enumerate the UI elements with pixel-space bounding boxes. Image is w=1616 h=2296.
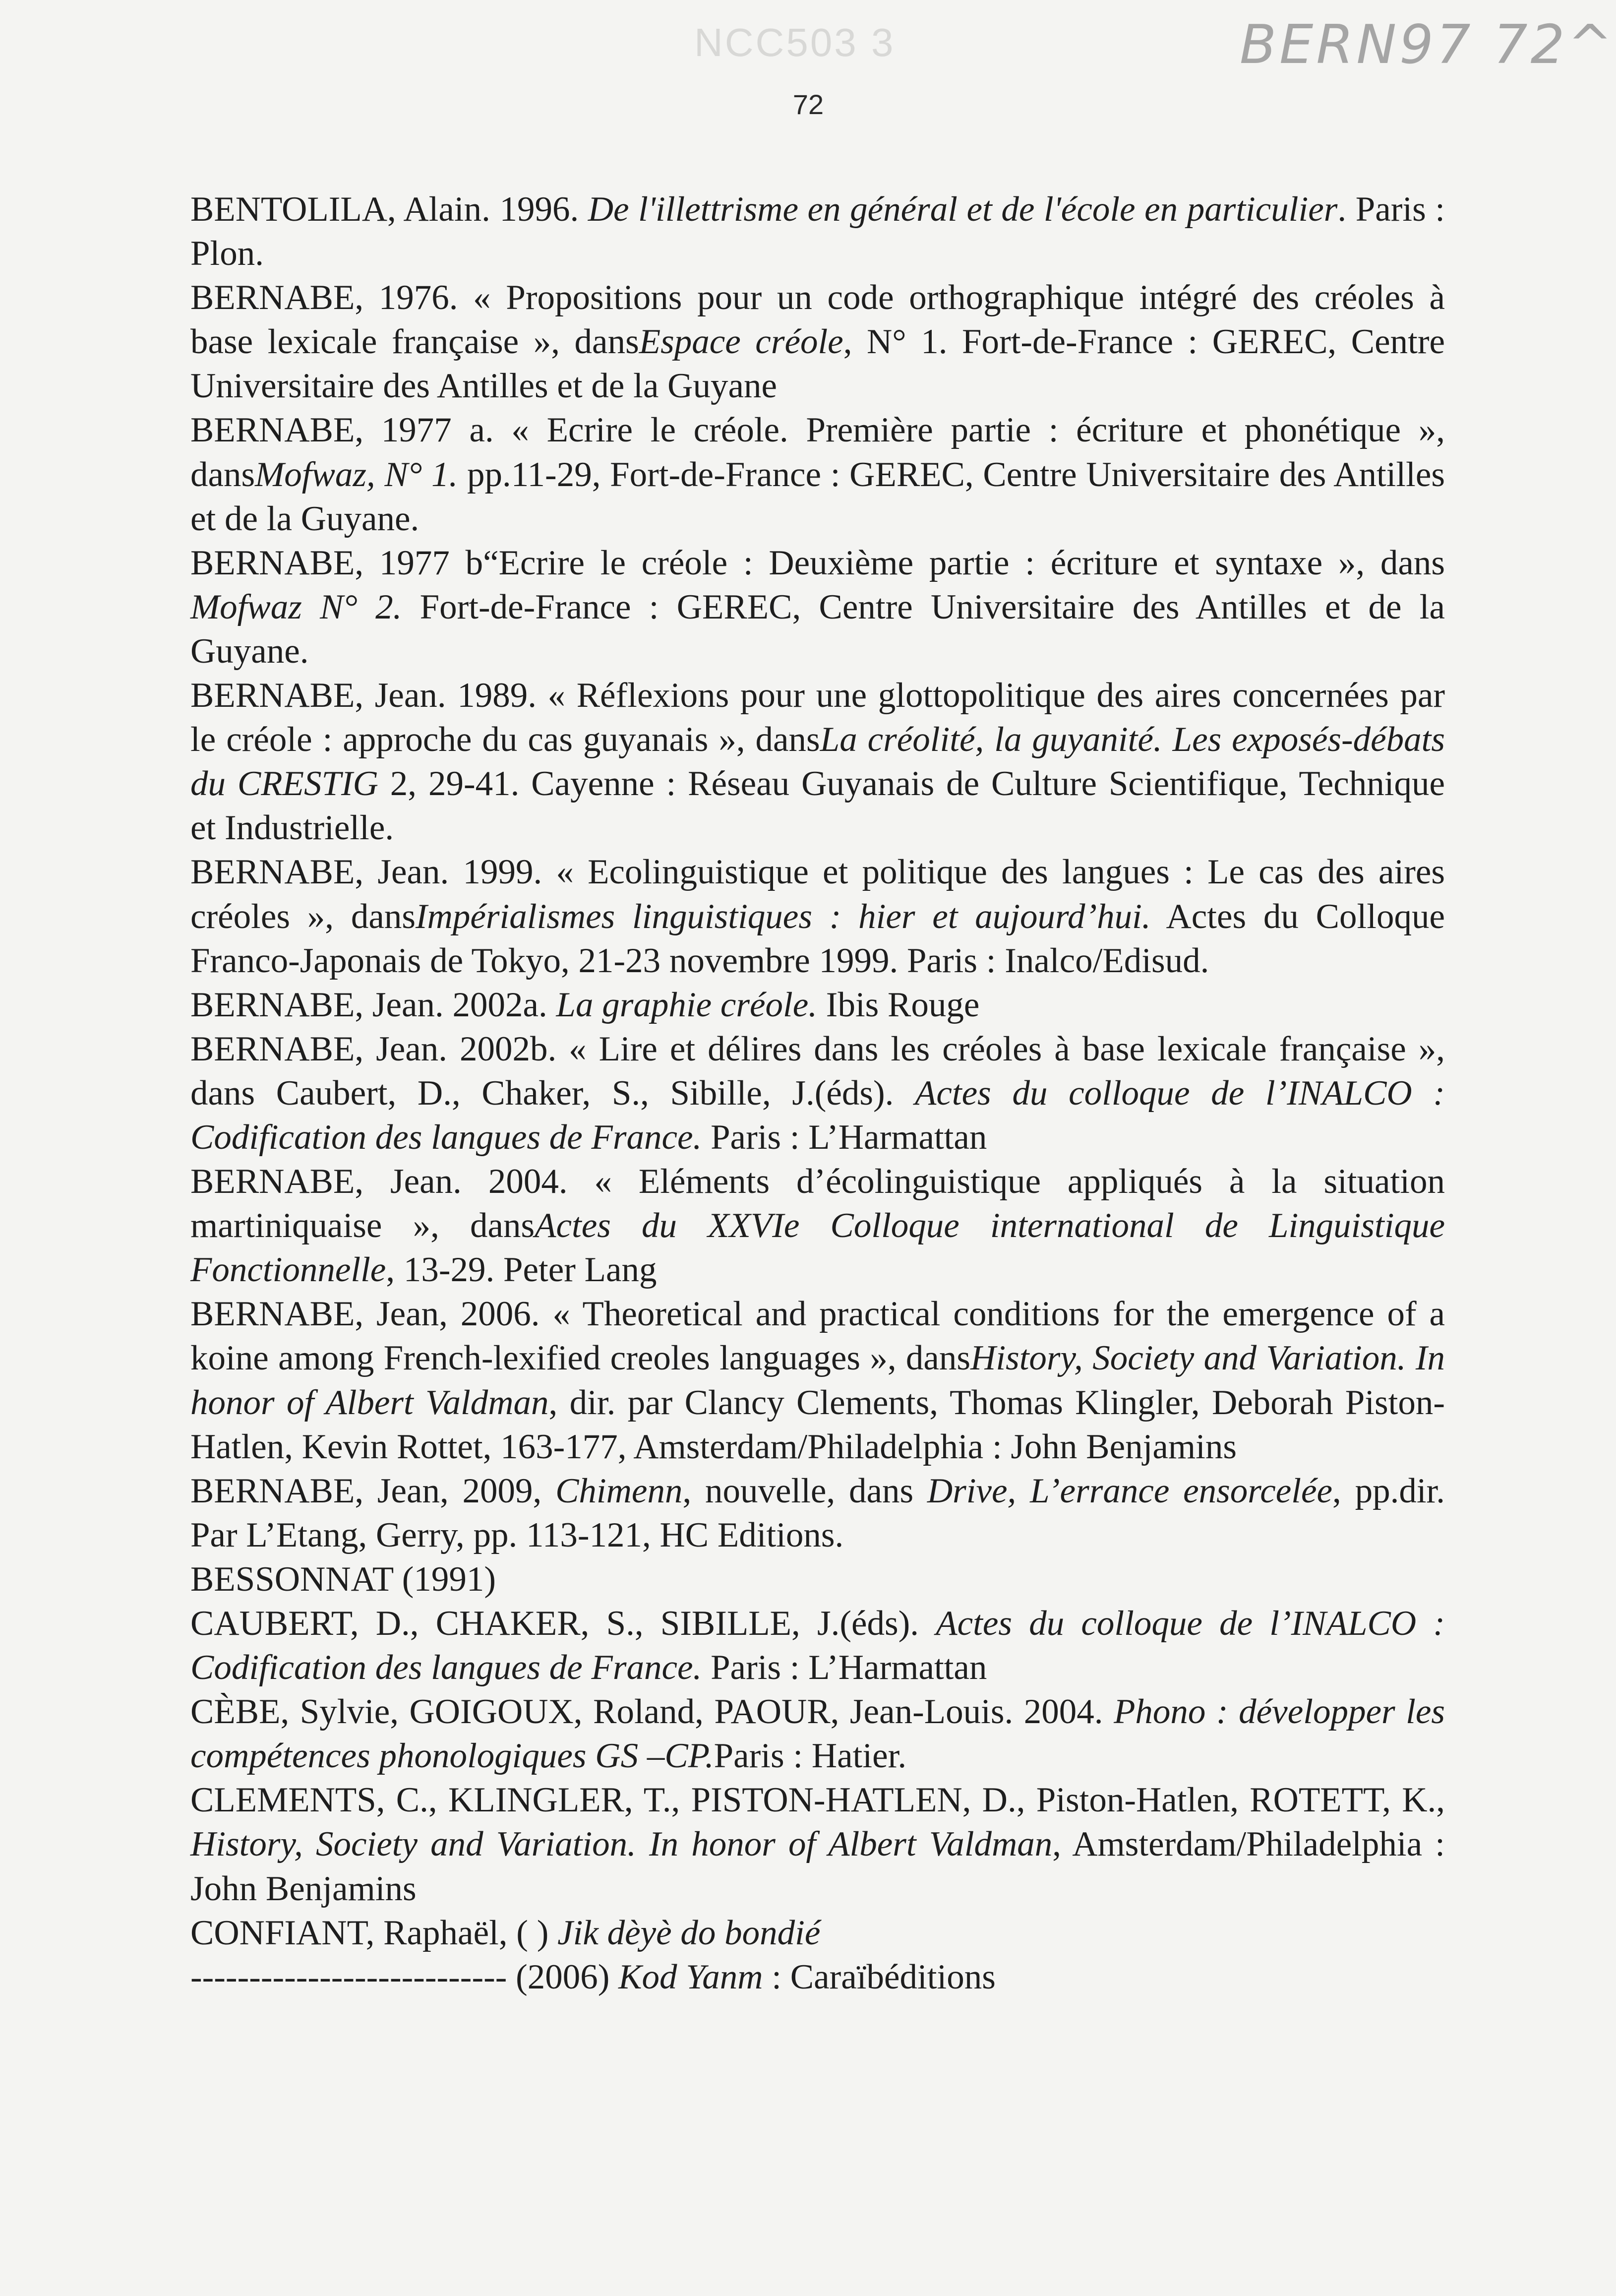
reference-entry — [190, 1160, 1445, 1292]
reference-title: Mofwaz N° 2. — [190, 587, 402, 626]
reference-entry — [190, 1911, 1445, 1955]
reference-text: Paris : L’Harmattan — [702, 1648, 987, 1687]
reference-text: BENTOLILA, Alain. 1996. — [190, 190, 588, 229]
reference-text: 2, 29-41. Cayenne : Réseau Guyanais de Culture Scientifique, Technique et Industrielle. — [190, 764, 1445, 848]
reference-text: , pp.dir. Par L’Etang, Gerry, pp. 113-121, HC Editions. — [190, 1471, 1445, 1554]
reference-entry — [190, 408, 1445, 541]
reference-title: Mofwaz, N° 1. — [255, 455, 458, 494]
reference-entry — [190, 1955, 1445, 1999]
page-number: 72 — [792, 89, 824, 120]
reference-title: Actes du colloque de l’INALCO : Codification des langues de France. — [190, 1604, 1445, 1687]
reference-text: BERNABE, 1976. « Propositions pour un code orthographique intégré des créoles à base lexicale française », dans — [190, 278, 1445, 362]
reference-title: Impérialismes linguistiques : hier et aujourd’hui. — [415, 897, 1151, 936]
reference-text: BERNABE, 1977 b“Ecrire le créole : Deuxième partie : écriture et syntaxe », dans — [190, 543, 1445, 582]
reference-entry — [190, 1690, 1445, 1778]
reference-text: . Paris : Plon. — [190, 190, 1445, 273]
reference-title: History, Society and Variation. In honor of Albert Valdman — [190, 1339, 1445, 1422]
reference-entry — [190, 541, 1445, 674]
reference-text: Actes du Colloque Franco-Japonais de Tokyo, 21-23 novembre 1999. Paris : Inalco/Edisud. — [190, 897, 1445, 980]
handwritten-note: BERN97 72^ — [1240, 14, 1616, 76]
reference-text: BERNABE, Jean. 1999. « Ecolinguistique et politique des langues : Le cas des aires créoles », dans — [190, 853, 1445, 936]
reference-text: BERNABE, Jean. 2004. « Eléments d’écolinguistique appliqués à la situation martiniquaise », dans — [190, 1162, 1445, 1245]
reference-entry — [190, 674, 1445, 850]
reference-text: Fort-de-France : GEREC, Centre Universitaire des Antilles et de la Guyane. — [190, 587, 1445, 671]
reference-text: : Caraïbéditions — [763, 1957, 996, 1996]
reference-title: De l'illettrisme en général et de l'école en particulier — [588, 190, 1338, 229]
reference-entry — [190, 187, 1445, 276]
reference-list — [190, 187, 1445, 1999]
reference-text: Ibis Rouge — [817, 985, 980, 1024]
reference-text: , N° 1. Fort-de-France : GEREC, Centre Universitaire des Antilles et de la Guyane — [190, 322, 1445, 406]
reference-text: , dir. par Clancy Clements, Thomas Klingler, Deborah Piston-Hatlen, Kevin Rottet, 163-177, Amsterdam/Philadelphia : John Benjamins — [190, 1383, 1445, 1466]
reference-title: Kod Yanm — [618, 1957, 763, 1996]
reference-title: Actes du XXVIe Colloque international de Linguistique Fonctionnelle — [190, 1206, 1445, 1290]
reference-text: BERNABE, Jean, 2006. « Theoretical and practical conditions for the emergence of a koine among French-lexified creoles languages », dans — [190, 1295, 1445, 1378]
reference-entry — [190, 1469, 1445, 1557]
reference-title: Chimenn — [555, 1471, 683, 1510]
reference-title: La graphie créole. — [556, 985, 818, 1024]
reference-text: CLEMENTS, C., KLINGLER, T., PISTON-HATLEN, D., Piston-Hatlen, ROTETT, K., — [190, 1781, 1445, 1820]
reference-title: La créolité, la guyanité. Les exposés-débats du CRESTIG — [190, 720, 1445, 804]
reference-title: Jik dèyè do bondié — [557, 1913, 821, 1952]
reference-title: History, Society and Variation. In honor of Albert Valdman — [190, 1825, 1053, 1864]
reference-text: BESSONNAT (1991) — [190, 1559, 496, 1599]
reference-entry — [190, 1778, 1445, 1911]
reference-entry — [190, 1027, 1445, 1160]
reference-text: BERNABE, 1977 a. « Ecrire le créole. Première partie : écriture et phonétique », dans — [190, 411, 1445, 494]
reference-entry — [190, 983, 1445, 1027]
reference-text: , 13-29. Peter Lang — [386, 1250, 657, 1290]
faint-stamp: NCC503 3 — [694, 20, 896, 64]
reference-title: Phono : développer les compétences phonologiques GS –CP. — [190, 1692, 1445, 1776]
reference-title: Espace créole — [639, 322, 843, 362]
reference-entry — [190, 1557, 1445, 1602]
reference-entry — [190, 850, 1445, 983]
reference-title: Actes du colloque de l’INALCO : Codification des langues de France. — [190, 1073, 1445, 1157]
reference-text: BERNABE, Jean, 2009, — [190, 1471, 556, 1510]
reference-title: Drive, L’errance ensorcelée — [927, 1471, 1333, 1510]
reference-text: BERNABE, Jean. 2002b. « Lire et délires dans les créoles à base lexicale française », dans Caubert, D., Chaker, S., Sibille, J.(éds). — [190, 1029, 1445, 1113]
reference-text: --------------------------- (2006) — [190, 1957, 619, 1996]
reference-text: , nouvelle, dans — [682, 1471, 927, 1510]
reference-text: CÈBE, Sylvie, GOIGOUX, Roland, PAOUR, Jean-Louis. 2004. — [190, 1692, 1114, 1732]
reference-text: , Amsterdam/Philadelphia : John Benjamins — [190, 1825, 1445, 1908]
reference-text: Paris : Hatier. — [714, 1737, 907, 1776]
reference-text: pp.11-29, Fort-de-France : GEREC, Centre Universitaire des Antilles et de la Guyane. — [190, 455, 1445, 538]
reference-entry — [190, 276, 1445, 408]
reference-entry — [190, 1292, 1445, 1469]
reference-entry — [190, 1602, 1445, 1690]
reference-text: BERNABE, Jean. 1989. « Réflexions pour une glottopolitique des aires concernées par le créole : approche du cas guyanais », dans — [190, 676, 1445, 759]
reference-text: CONFIANT, Raphaël, ( ) — [190, 1913, 558, 1952]
reference-text: Paris : L’Harmattan — [702, 1117, 987, 1157]
reference-text: BERNABE, Jean. 2002a. — [190, 985, 556, 1024]
reference-text: CAUBERT, D., CHAKER, S., SIBILLE, J.(éds). — [190, 1604, 936, 1643]
